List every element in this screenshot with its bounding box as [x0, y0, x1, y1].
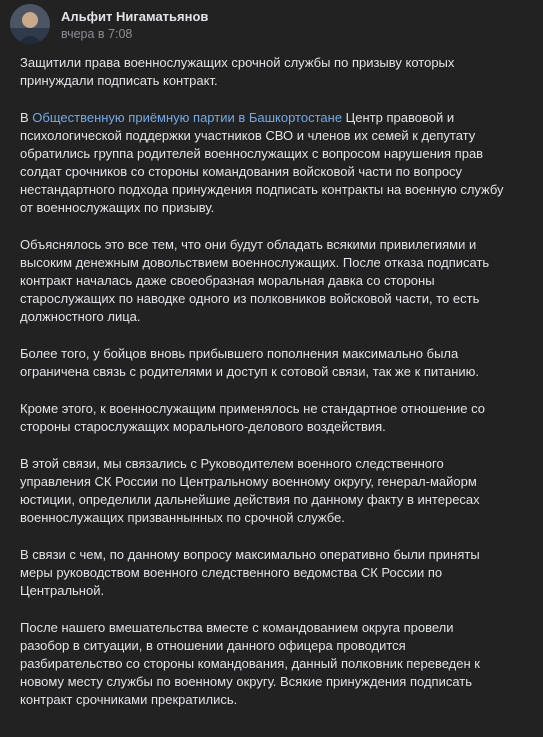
post-author[interactable]: Альфит Нигаматьянов — [61, 9, 209, 24]
post-header — [10, 4, 530, 48]
reception-link[interactable]: Общественную приёмную партии в Башкортостане — [32, 110, 343, 125]
paragraph-6: В этой связи, мы связались с Руководителем военного следственного управления СК России по Центральному военному округу, генерал-майорм юстиции, определили дальнейшие действия по данному факту в интересах военнослужащих призваннынных по срочной службе. — [20, 456, 480, 525]
paragraph-4: Более того, у бойцов вновь прибывшего пополнения максимально была ограничена связь с родителями и доступ к сотовой связи, так же к питанию. — [20, 346, 480, 379]
paragraph-1: Защитили права военнослужащих срочной службы по призыву которых принуждали подписать контракт. — [20, 55, 455, 88]
paragraph-2-prefix: В — [20, 110, 33, 125]
post-text — [20, 54, 535, 728]
paragraph-2-rest: Центр правовой и психологической поддержки участников СВО и членов их семей к депутату обратились группа родителей военнослужащих с вопросом нарушения прав солдат срочников со стороны командования войсковой части по вопросу нестандартного подхода принуждения подписать контракты на военную службу от военнослужащих по призыву. — [20, 110, 504, 215]
paragraph-7: В связи с чем, по данному вопросу максимально оперативно были приняты меры руководством военного следственного ведомства СК России по Центральной. — [20, 547, 480, 598]
post-time[interactable]: вчера в 7:08 — [61, 27, 133, 41]
paragraph-8: После нашего вмешательства вместе с командованием округа провели разобор в ситуации, в отношении данного офицера проводится разбирательство со стороны командования, данный полковник переведен к новому месту службы по военному округу. Всякие принуждения подписать контракт срочниками прекратились. — [20, 620, 480, 707]
paragraph-5: Кроме этого, к военнослужащим применялось не стандартное отношение со стороны старослужащих морального-делового воздействия. — [20, 401, 485, 434]
paragraph-3: Объяснялось это все тем, что они будут обладать всякими привилегиями и высоким денежным довольствием военнослужащих. После отказа подписать контракт началась даже своеобразная моральная давка со стороны старослужащих по наводке одного из полковников войсковой части, то есть должностного лица. — [20, 237, 490, 324]
user-avatar-icon[interactable] — [10, 4, 50, 44]
paragraph-2 — [20, 109, 535, 217]
